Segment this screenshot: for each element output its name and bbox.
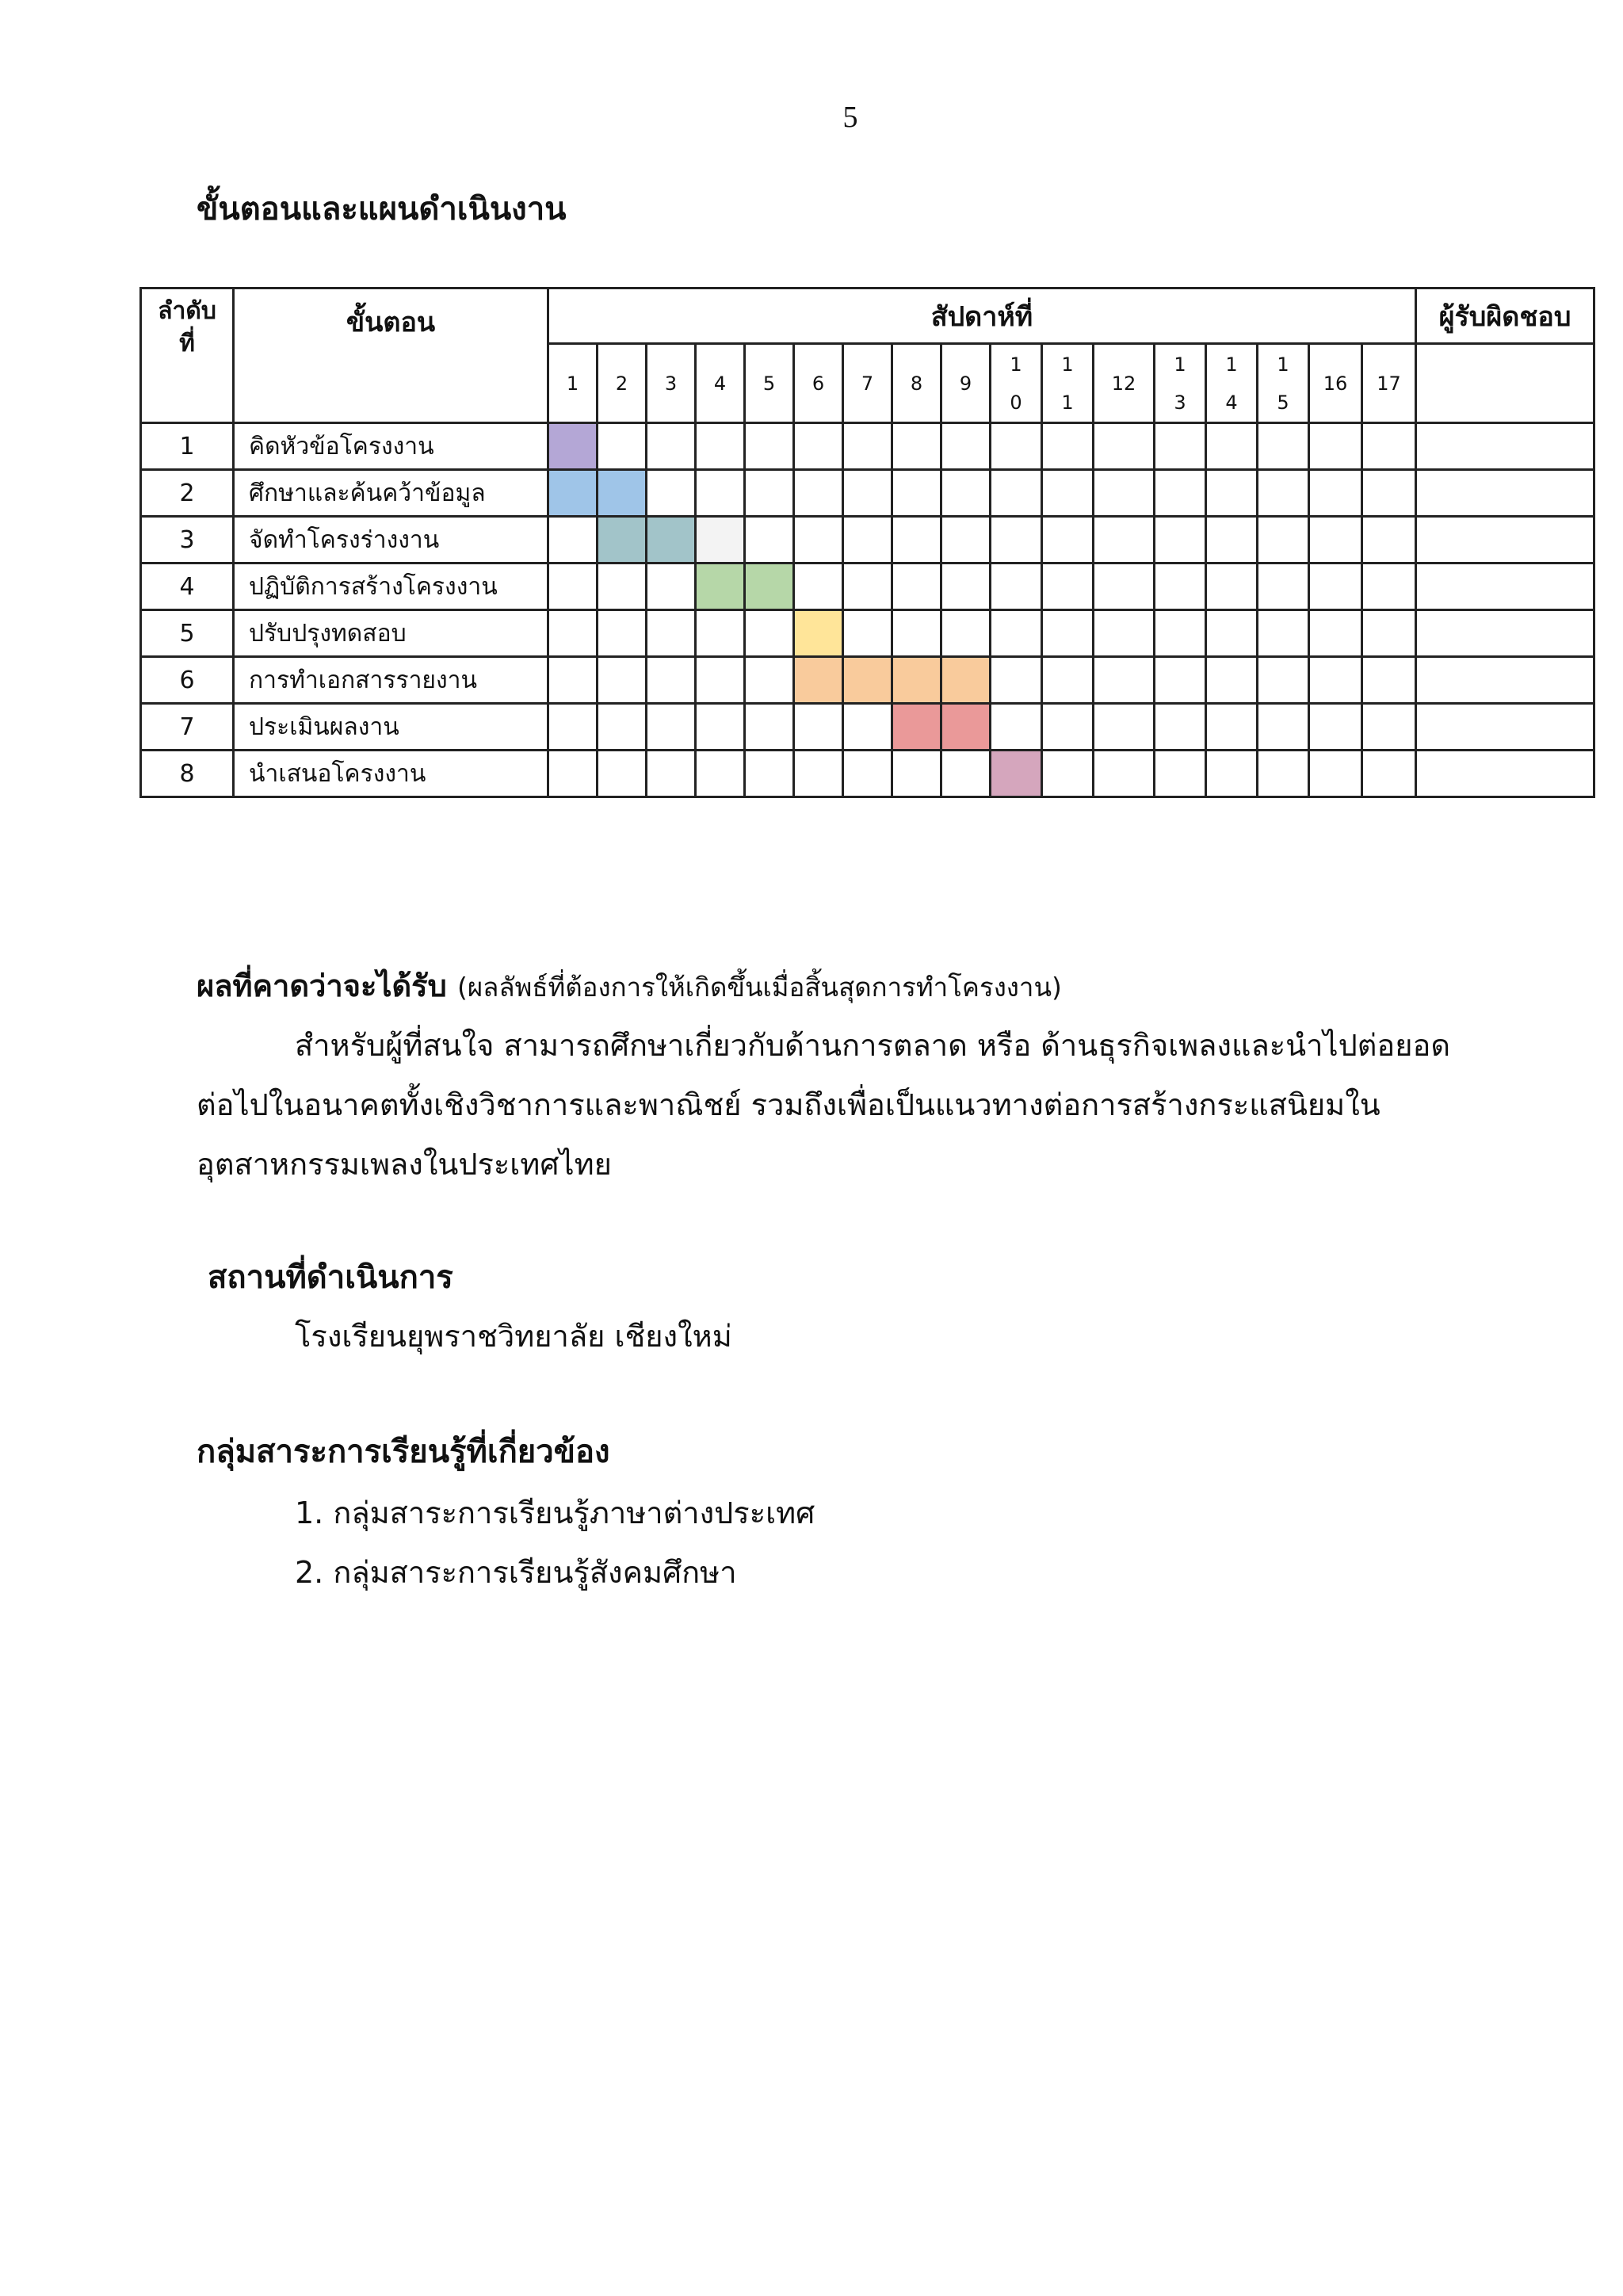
task-name: คิดหัวข้อโครงงาน	[234, 423, 548, 470]
week-cell	[745, 657, 794, 704]
weeks-column-header: สัปดาห์ที่	[548, 288, 1416, 344]
table-row	[141, 751, 1594, 797]
week-cell	[647, 610, 696, 657]
week-cell	[991, 610, 1042, 657]
subject-group-item: 2. กลุ่มสาระการเรียนรู้สังคมศึกษา	[295, 1555, 737, 1590]
week-cell	[794, 423, 843, 470]
week-cell	[1155, 517, 1206, 563]
gantt-bar-cell	[941, 704, 991, 751]
owner-cell	[1416, 610, 1594, 657]
week-cell	[991, 423, 1042, 470]
week-cell	[794, 517, 843, 563]
gantt-bar-cell	[941, 657, 991, 704]
expected-results-subtitle: (ผลลัพธ์ที่ต้องการให้เกิดขึ้นเมื่อสิ้นสุดการทำโครงงาน)	[456, 972, 1062, 1003]
week-cell	[1042, 423, 1094, 470]
week-cell	[1206, 610, 1258, 657]
seq-column-header	[141, 288, 234, 423]
week-cell	[1042, 704, 1094, 751]
week-cell	[548, 563, 598, 610]
week-cell	[696, 751, 745, 797]
gantt-bar-cell	[892, 657, 941, 704]
week-cell	[548, 751, 598, 797]
week-number: 1	[1277, 353, 1289, 376]
week-cell	[696, 470, 745, 517]
week-cell	[1362, 470, 1416, 517]
week-cell	[1094, 563, 1155, 610]
week-cell	[1309, 470, 1362, 517]
week-cell	[794, 751, 843, 797]
week-cell	[1362, 610, 1416, 657]
week-cell	[1309, 657, 1362, 704]
week-cell	[598, 563, 647, 610]
week-cell	[1155, 751, 1206, 797]
week-cell	[1042, 470, 1094, 517]
table-row	[141, 657, 1594, 704]
week-header	[745, 344, 794, 423]
week-cell	[548, 704, 598, 751]
week-cell	[1155, 610, 1206, 657]
week-header	[1258, 344, 1309, 423]
step-column-header: ขั้นตอน	[234, 288, 548, 423]
week-cell	[1362, 563, 1416, 610]
week-cell	[1258, 517, 1309, 563]
week-cell	[696, 704, 745, 751]
week-cell	[598, 657, 647, 704]
week-cell	[991, 470, 1042, 517]
week-cell	[1042, 610, 1094, 657]
schedule-title: ขั้นตอนและแผนดำเนินงาน	[197, 191, 567, 227]
week-cell	[1206, 657, 1258, 704]
owner-cell	[1416, 517, 1594, 563]
week-cell	[647, 751, 696, 797]
week-cell	[598, 751, 647, 797]
week-cell	[548, 657, 598, 704]
week-number: 17	[1377, 372, 1401, 395]
week-header	[1042, 344, 1094, 423]
week-header	[1206, 344, 1258, 423]
gantt-bar-cell	[794, 657, 843, 704]
week-cell	[843, 610, 892, 657]
week-cell	[1155, 470, 1206, 517]
week-cell	[1042, 657, 1094, 704]
week-cell	[1155, 657, 1206, 704]
table-row	[141, 517, 1594, 563]
week-cell	[991, 517, 1042, 563]
week-cell	[843, 704, 892, 751]
gantt-bar-cell	[843, 657, 892, 704]
table-row	[141, 423, 1594, 470]
week-number: 5	[762, 372, 776, 395]
week-cell	[1362, 657, 1416, 704]
gantt-bar-cell	[745, 563, 794, 610]
week-number: 1	[1010, 353, 1022, 376]
schedule-table	[139, 287, 1595, 798]
week-cell	[1258, 423, 1309, 470]
week-cell	[1258, 751, 1309, 797]
week-header	[991, 344, 1042, 423]
week-cell	[1042, 563, 1094, 610]
week-header	[794, 344, 843, 423]
week-cell	[843, 423, 892, 470]
week-cell	[941, 423, 991, 470]
week-cell	[1094, 704, 1155, 751]
table-row	[141, 470, 1594, 517]
owner-column-header: ผู้รับผิดชอบ	[1416, 288, 1594, 344]
week-number-second-digit: 4	[1225, 391, 1238, 414]
week-cell	[1206, 751, 1258, 797]
week-cell	[548, 517, 598, 563]
week-number: 1	[1061, 353, 1074, 376]
task-name: ประเมินผลงาน	[234, 704, 548, 751]
week-cell	[941, 563, 991, 610]
week-cell	[1309, 423, 1362, 470]
week-number: 2	[615, 372, 628, 395]
week-cell	[1206, 704, 1258, 751]
week-cell	[843, 470, 892, 517]
gantt-bar-cell	[598, 470, 647, 517]
week-header	[548, 344, 598, 423]
week-cell	[647, 563, 696, 610]
week-number-second-digit: 0	[1010, 391, 1022, 414]
week-number: 4	[713, 372, 727, 395]
gantt-bar-cell	[548, 423, 598, 470]
week-cell	[696, 657, 745, 704]
week-cell	[598, 610, 647, 657]
week-cell	[1309, 517, 1362, 563]
owner-cell	[1416, 563, 1594, 610]
week-cell	[647, 704, 696, 751]
week-cell	[1362, 751, 1416, 797]
week-cell	[1258, 704, 1309, 751]
week-cell	[696, 423, 745, 470]
week-cell	[892, 517, 941, 563]
week-cell	[1094, 610, 1155, 657]
week-cell	[1094, 657, 1155, 704]
week-cell	[991, 704, 1042, 751]
expected-results-line-2: ต่อไปในอนาคตทั้งเชิงวิชาการและพาณิชย์ รวมถึงเพื่อเป็นแนวทางต่อการสร้างกระแสนิยมใน	[197, 1087, 1381, 1122]
week-cell	[1094, 470, 1155, 517]
week-cell	[548, 610, 598, 657]
week-cell	[941, 610, 991, 657]
week-cell	[941, 470, 991, 517]
week-header	[1094, 344, 1155, 423]
week-header	[696, 344, 745, 423]
task-number: 1	[141, 423, 234, 470]
week-cell	[794, 704, 843, 751]
week-cell	[1258, 610, 1309, 657]
owner-cell	[1416, 470, 1594, 517]
week-cell	[1094, 751, 1155, 797]
week-header	[647, 344, 696, 423]
week-number: 1	[1225, 353, 1238, 376]
owner-subheader-blank	[1416, 344, 1594, 423]
seq-header-line2: ที่	[179, 329, 195, 357]
week-header	[1155, 344, 1206, 423]
week-cell	[745, 470, 794, 517]
week-number-second-digit: 5	[1277, 391, 1289, 414]
week-cell	[745, 751, 794, 797]
week-header	[843, 344, 892, 423]
week-header	[892, 344, 941, 423]
week-cell	[1094, 423, 1155, 470]
week-cell	[647, 423, 696, 470]
week-cell	[598, 423, 647, 470]
week-number: 1	[566, 372, 579, 395]
task-name: ปฏิบัติการสร้างโครงงาน	[234, 563, 548, 610]
expected-results-line-3: อุตสาหกรรมเพลงในประเทศไทย	[197, 1147, 612, 1182]
week-cell	[991, 563, 1042, 610]
gantt-bar-cell	[548, 470, 598, 517]
task-name: จัดทำโครงร่างงาน	[234, 517, 548, 563]
week-cell	[892, 563, 941, 610]
week-cell	[1258, 657, 1309, 704]
week-cell	[647, 657, 696, 704]
week-cell	[745, 610, 794, 657]
owner-cell	[1416, 704, 1594, 751]
week-cell	[745, 517, 794, 563]
week-cell	[1042, 751, 1094, 797]
week-cell	[1206, 470, 1258, 517]
location-title: สถานที่ดำเนินการ	[208, 1259, 453, 1296]
week-cell	[892, 470, 941, 517]
week-cell	[1155, 423, 1206, 470]
week-cell	[1309, 610, 1362, 657]
week-cell	[598, 704, 647, 751]
week-cell	[1206, 423, 1258, 470]
task-number: 7	[141, 704, 234, 751]
week-cell	[843, 563, 892, 610]
table-row	[141, 704, 1594, 751]
page-number: 5	[842, 101, 858, 134]
gantt-bar-cell	[647, 517, 696, 563]
week-cell	[794, 563, 843, 610]
week-cell	[892, 751, 941, 797]
owner-cell	[1416, 657, 1594, 704]
subject-group-item: 1. กลุ่มสาระการเรียนรู้ภาษาต่างประเทศ	[295, 1496, 815, 1530]
week-cell	[843, 517, 892, 563]
week-cell	[1309, 751, 1362, 797]
week-number: 8	[910, 372, 923, 395]
week-cell	[991, 657, 1042, 704]
owner-cell	[1416, 423, 1594, 470]
table-row	[141, 610, 1594, 657]
task-number: 3	[141, 517, 234, 563]
week-cell	[1206, 563, 1258, 610]
week-number: 6	[812, 372, 825, 395]
expected-results-line-1: สำหรับผู้ที่สนใจ สามารถศึกษาเกี่ยวกับด้านการตลาด หรือ ด้านธุรกิจเพลงและนำไปต่อยอด	[295, 1028, 1450, 1063]
task-name: ปรับปรุงทดสอบ	[234, 610, 548, 657]
week-cell	[745, 423, 794, 470]
week-header	[598, 344, 647, 423]
gantt-bar-cell	[696, 517, 745, 563]
week-cell	[892, 423, 941, 470]
gantt-bar-cell	[696, 563, 745, 610]
week-cell	[647, 470, 696, 517]
week-number: 9	[959, 372, 972, 395]
week-cell	[1206, 517, 1258, 563]
week-cell	[1042, 517, 1094, 563]
week-number: 3	[664, 372, 678, 395]
subject-groups-title: กลุ่มสาระการเรียนรู้ที่เกี่ยวข้อง	[197, 1434, 610, 1470]
task-name: นำเสนอโครงงาน	[234, 751, 548, 797]
task-number: 4	[141, 563, 234, 610]
expected-results-title: ผลที่คาดว่าจะได้รับ	[197, 968, 447, 1003]
task-number: 6	[141, 657, 234, 704]
week-number: 16	[1323, 372, 1348, 395]
week-cell	[941, 517, 991, 563]
week-number: 7	[861, 372, 874, 395]
expected-results-heading	[197, 968, 1062, 1003]
week-cell	[1309, 704, 1362, 751]
week-cell	[843, 751, 892, 797]
week-cell	[1258, 470, 1309, 517]
week-cell	[1309, 563, 1362, 610]
seq-header-line1: ลำดับ	[158, 297, 216, 325]
week-cell	[745, 704, 794, 751]
task-name: การทำเอกสารรายงาน	[234, 657, 548, 704]
week-cell	[1094, 517, 1155, 563]
gantt-bar-cell	[598, 517, 647, 563]
week-number-second-digit: 1	[1061, 391, 1074, 414]
week-cell	[1258, 563, 1309, 610]
week-cell	[1155, 704, 1206, 751]
task-name: ศึกษาและค้นคว้าข้อมูล	[234, 470, 548, 517]
week-number: 12	[1111, 372, 1136, 395]
task-number: 8	[141, 751, 234, 797]
task-number: 5	[141, 610, 234, 657]
week-cell	[941, 751, 991, 797]
week-cell	[696, 610, 745, 657]
gantt-bar-cell	[991, 751, 1042, 797]
week-header	[1362, 344, 1416, 423]
gantt-bar-cell	[794, 610, 843, 657]
table-row	[141, 563, 1594, 610]
week-cell	[794, 470, 843, 517]
owner-cell	[1416, 751, 1594, 797]
week-cell	[892, 610, 941, 657]
week-number: 1	[1174, 353, 1186, 376]
week-cell	[1155, 563, 1206, 610]
week-cell	[1362, 704, 1416, 751]
week-cell	[1362, 423, 1416, 470]
week-header	[1309, 344, 1362, 423]
task-number: 2	[141, 470, 234, 517]
location-text: โรงเรียนยุพราชวิทยาลัย เชียงใหม่	[295, 1319, 732, 1354]
week-header	[941, 344, 991, 423]
gantt-bar-cell	[892, 704, 941, 751]
week-cell	[1362, 517, 1416, 563]
week-number-second-digit: 3	[1174, 391, 1186, 414]
